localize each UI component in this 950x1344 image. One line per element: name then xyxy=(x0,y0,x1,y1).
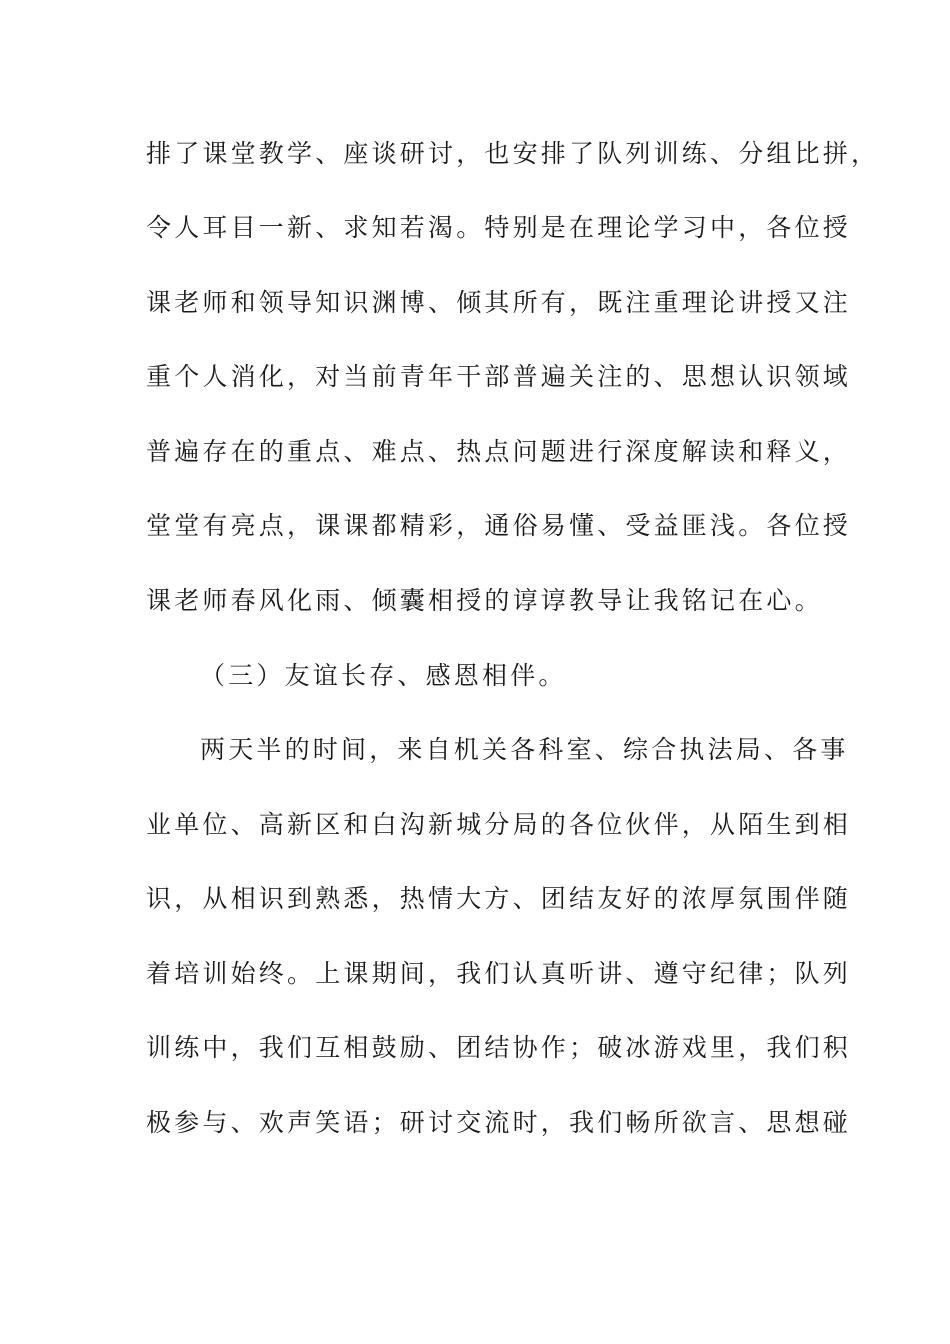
text-line: 训练中，我们互相鼓励、团结协作；破冰游戏里，我们积 xyxy=(146,1033,852,1062)
paragraph-first-line: 两天半的时间，来自机关各科室、综合执法局、各事 xyxy=(200,735,849,764)
text-line: 课老师春风化雨、倾囊相授的谆谆教导让我铭记在心。 xyxy=(146,586,823,615)
text-line: 令人耳目一新、求知若渴。特别是在理论学习中，各位授 xyxy=(146,213,852,242)
text-line: 极参与、欢声笑语；研讨交流时，我们畅所欲言、思想碰 xyxy=(146,1108,852,1137)
text-line: 堂堂有亮点，课课都精彩，通俗易懂、受益匪浅。各位授 xyxy=(146,511,852,540)
section-heading: （三）友谊长存、感恩相伴。 xyxy=(200,661,567,690)
text-line: 识，从相识到熟悉，热情大方、团结友好的浓厚氛围伴随 xyxy=(146,884,852,913)
text-line: 排了课堂教学、座谈研讨，也安排了队列训练、分组比拼， xyxy=(146,139,880,168)
text-line: 课老师和领导知识渊博、倾其所有，既注重理论讲授又注 xyxy=(146,288,852,317)
text-line: 重个人消化，对当前青年干部普遍关注的、思想认识领域 xyxy=(146,362,852,391)
text-line: 业单位、高新区和白沟新城分局的各位伙伴，从陌生到相 xyxy=(146,810,852,839)
text-line: 着培训始终。上课期间，我们认真听讲、遵守纪律；队列 xyxy=(146,959,852,988)
text-line: 普遍存在的重点、难点、热点问题进行深度解读和释义， xyxy=(146,437,852,466)
